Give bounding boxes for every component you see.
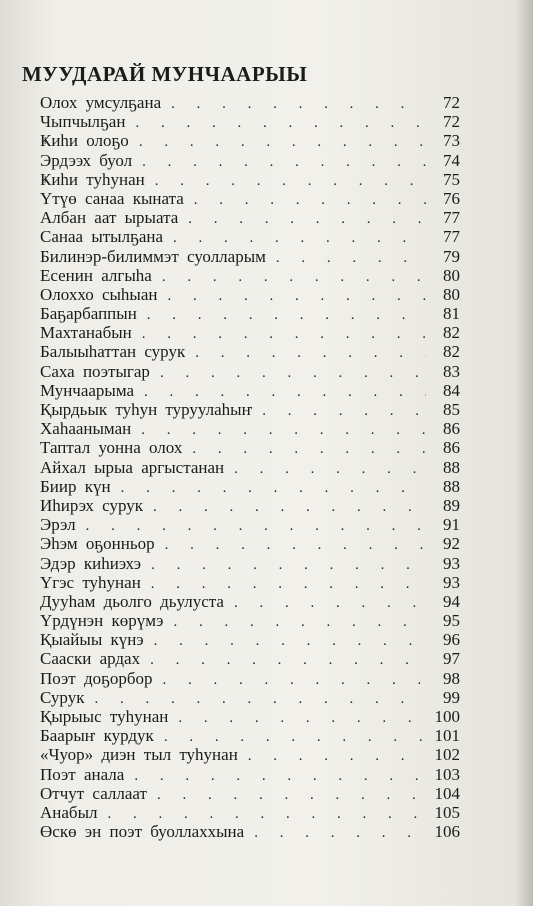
toc-entry — [40, 630, 460, 649]
toc-entry — [40, 534, 460, 553]
toc-entry-title: Чыпчылҕан — [40, 112, 126, 132]
toc-entry — [40, 707, 460, 726]
toc-entry-title: Ҝиһи олоҕо — [40, 131, 129, 151]
toc-entry — [40, 592, 460, 611]
toc-entry-page: 80 — [443, 284, 460, 304]
toc-entry — [40, 208, 460, 227]
toc-entry-page: 103 — [434, 764, 460, 784]
toc-entry-title: Қырдьык туһун туруулаһыҥ — [40, 400, 253, 419]
toc-dot-leader — [142, 153, 426, 172]
toc-entry-page: 101 — [434, 726, 460, 746]
toc-entry-title: Балыыһаттан сурук — [40, 342, 186, 362]
toc-entry-title: Анабыл — [40, 802, 98, 822]
toc-entry — [40, 515, 460, 534]
toc-dot-leader — [121, 479, 426, 498]
toc-entry-page: 86 — [443, 438, 460, 458]
toc-entry-page: 105 — [434, 802, 460, 822]
toc-entry-title: Санаа ытылҕана — [40, 227, 164, 247]
toc-dot-leader — [139, 133, 426, 152]
toc-entry-title: Албан аат ырыата — [40, 208, 179, 228]
toc-entry — [40, 285, 460, 304]
page-edge-shadow — [515, 0, 533, 906]
toc-entry-page: 89 — [443, 495, 460, 515]
toc-entry-page: 80 — [443, 265, 460, 285]
toc-entry-page: 93 — [443, 553, 460, 573]
toc-entry — [40, 688, 460, 707]
section-title: МУУДАРАЙ МУНЧААРЫЫ — [22, 62, 308, 86]
toc-entry — [40, 381, 460, 400]
toc-dot-leader — [160, 364, 426, 383]
toc-entry-title: Өскө эн поэт буоллаххына — [40, 822, 245, 842]
toc-dot-leader — [163, 671, 426, 690]
toc-entry-title: Үрдүнэн көрүмэ — [40, 611, 164, 631]
toc-entry-page: 102 — [434, 745, 460, 765]
toc-dot-leader — [192, 440, 426, 459]
toc-entry — [40, 477, 460, 496]
toc-entry-page: 85 — [443, 400, 460, 419]
toc-dot-leader — [165, 536, 426, 555]
toc-entry-page: 75 — [443, 169, 460, 189]
toc-entry-page: 98 — [443, 668, 460, 688]
toc-entry-title: Саacки ардах — [40, 649, 141, 669]
toc-entry-page: 91 — [443, 515, 460, 535]
toc-entry — [40, 458, 460, 477]
toc-entry — [40, 669, 460, 688]
toc-entry-page: 79 — [443, 246, 460, 266]
table-of-contents — [40, 93, 460, 841]
toc-entry-title: Билинэр-билиммэт суолларым — [40, 246, 266, 266]
toc-entry-title: Есенин алгыһа — [40, 265, 152, 285]
toc-entry-page: 100 — [434, 707, 460, 726]
toc-entry — [40, 93, 460, 112]
toc-entry-title: Эрдээх буол — [40, 150, 133, 170]
toc-entry-page: 104 — [434, 783, 460, 803]
toc-entry — [40, 573, 460, 592]
toc-dot-leader — [194, 191, 426, 210]
toc-entry-page: 106 — [434, 822, 460, 842]
toc-entry — [40, 227, 460, 246]
toc-entry — [40, 822, 460, 841]
toc-entry — [40, 438, 460, 457]
toc-dot-leader — [167, 287, 426, 306]
toc-entry-title: Поэт доҕорбор — [40, 668, 153, 688]
toc-entry — [40, 170, 460, 189]
toc-dot-leader — [153, 498, 426, 517]
toc-dot-leader — [178, 709, 426, 728]
toc-entry-title: Махтанабын — [40, 323, 132, 343]
toc-entry-title: Үтүө санаа кыната — [40, 188, 184, 208]
toc-entry-page: 83 — [443, 361, 460, 381]
toc-entry-page: 73 — [443, 131, 460, 151]
toc-entry-page: 77 — [443, 227, 460, 247]
toc-entry-page: 92 — [443, 534, 460, 554]
toc-entry — [40, 342, 460, 361]
toc-dot-leader — [173, 613, 426, 632]
toc-entry — [40, 189, 460, 208]
toc-entry-title: Дууһам дьолго дьулуста — [40, 591, 224, 611]
toc-entry-title: Баҕарбаппын — [40, 304, 137, 324]
toc-dot-leader — [147, 306, 426, 325]
toc-entry-title: Биир күн — [40, 476, 111, 496]
toc-entry-page: 74 — [443, 150, 460, 170]
toc-entry-page: 82 — [443, 342, 460, 362]
toc-entry — [40, 400, 460, 419]
toc-entry-title: Сурук — [40, 687, 85, 707]
toc-dot-leader — [150, 651, 426, 670]
toc-entry-page: 81 — [443, 304, 460, 324]
toc-entry-page: 84 — [443, 380, 460, 400]
toc-dot-leader — [134, 767, 426, 786]
toc-dot-leader — [141, 421, 426, 440]
toc-entry-title: Поэт анала — [40, 764, 125, 784]
toc-entry-title: «Чуор» диэн тыл туһунан — [40, 745, 238, 765]
toc-dot-leader — [188, 210, 426, 229]
toc-entry — [40, 151, 460, 170]
toc-entry-title: Мунчаарыма — [40, 380, 135, 400]
toc-entry-page: 72 — [443, 112, 460, 132]
toc-dot-leader — [234, 460, 426, 479]
toc-entry-page: 96 — [443, 630, 460, 650]
toc-entry-page: 86 — [443, 419, 460, 439]
toc-dot-leader — [155, 172, 426, 191]
toc-dot-leader — [162, 268, 426, 287]
toc-entry-page: 76 — [443, 188, 460, 208]
toc-entry-page: 95 — [443, 611, 460, 631]
toc-entry — [40, 765, 460, 784]
toc-dot-leader — [157, 786, 426, 805]
toc-entry — [40, 131, 460, 150]
toc-entry — [40, 362, 460, 381]
toc-entry — [40, 784, 460, 803]
toc-entry — [40, 266, 460, 285]
toc-entry — [40, 803, 460, 822]
toc-entry-page: 88 — [443, 457, 460, 477]
toc-entry-title: Эдэр киһиэхэ — [40, 553, 142, 573]
toc-entry-page: 94 — [443, 591, 460, 611]
toc-entry-title: Олоххо сыһыан — [40, 284, 158, 304]
toc-entry-title: Баарыҥ курдук — [40, 726, 154, 746]
toc-dot-leader — [262, 402, 426, 421]
toc-entry-title: Саха поэтыгар — [40, 361, 150, 381]
toc-entry-title: Эрэл — [40, 515, 76, 535]
toc-dot-leader — [276, 249, 426, 268]
toc-entry — [40, 649, 460, 668]
toc-dot-leader — [195, 344, 426, 363]
toc-entry-title: Олох умсулҕана — [40, 93, 162, 112]
toc-entry — [40, 323, 460, 342]
toc-entry-title: Айхал ырыа аргыстанан — [40, 457, 225, 477]
toc-entry — [40, 247, 460, 266]
toc-entry — [40, 745, 460, 764]
toc-entry-page: 82 — [443, 323, 460, 343]
toc-entry-title: Үгэс туһунан — [40, 572, 141, 592]
toc-dot-leader — [135, 114, 426, 133]
toc-entry-title: Иһирэх сурук — [40, 495, 144, 515]
toc-entry — [40, 496, 460, 515]
toc-entry-title: Қыайыы күнэ — [40, 630, 144, 650]
toc-dot-leader — [151, 556, 426, 575]
toc-entry-title: Эһэм оҕонньор — [40, 534, 155, 554]
toc-entry — [40, 112, 460, 131]
toc-entry-page: 99 — [443, 687, 460, 707]
toc-entry — [40, 726, 460, 745]
toc-dot-leader — [234, 594, 426, 613]
toc-entry-title: Хаһааныман — [40, 419, 132, 439]
toc-dot-leader — [248, 747, 426, 766]
toc-entry — [40, 419, 460, 438]
toc-entry — [40, 554, 460, 573]
toc-entry-page: 93 — [443, 572, 460, 592]
toc-entry-page: 72 — [443, 93, 460, 112]
toc-dot-leader — [254, 824, 426, 843]
toc-entry-title: Отчут саллаат — [40, 783, 147, 803]
toc-entry-title: Қырыыс туһунан — [40, 707, 169, 726]
toc-entry-page: 97 — [443, 649, 460, 669]
toc-entry-page: 77 — [443, 208, 460, 228]
toc-dot-leader — [171, 95, 426, 114]
toc-entry-page: 88 — [443, 476, 460, 496]
toc-dot-leader — [154, 632, 426, 651]
toc-entry — [40, 304, 460, 323]
toc-entry-title: Ҝиһи туһунан — [40, 169, 145, 189]
toc-entry-title: Таптал уонна олох — [40, 438, 183, 458]
toc-entry — [40, 611, 460, 630]
